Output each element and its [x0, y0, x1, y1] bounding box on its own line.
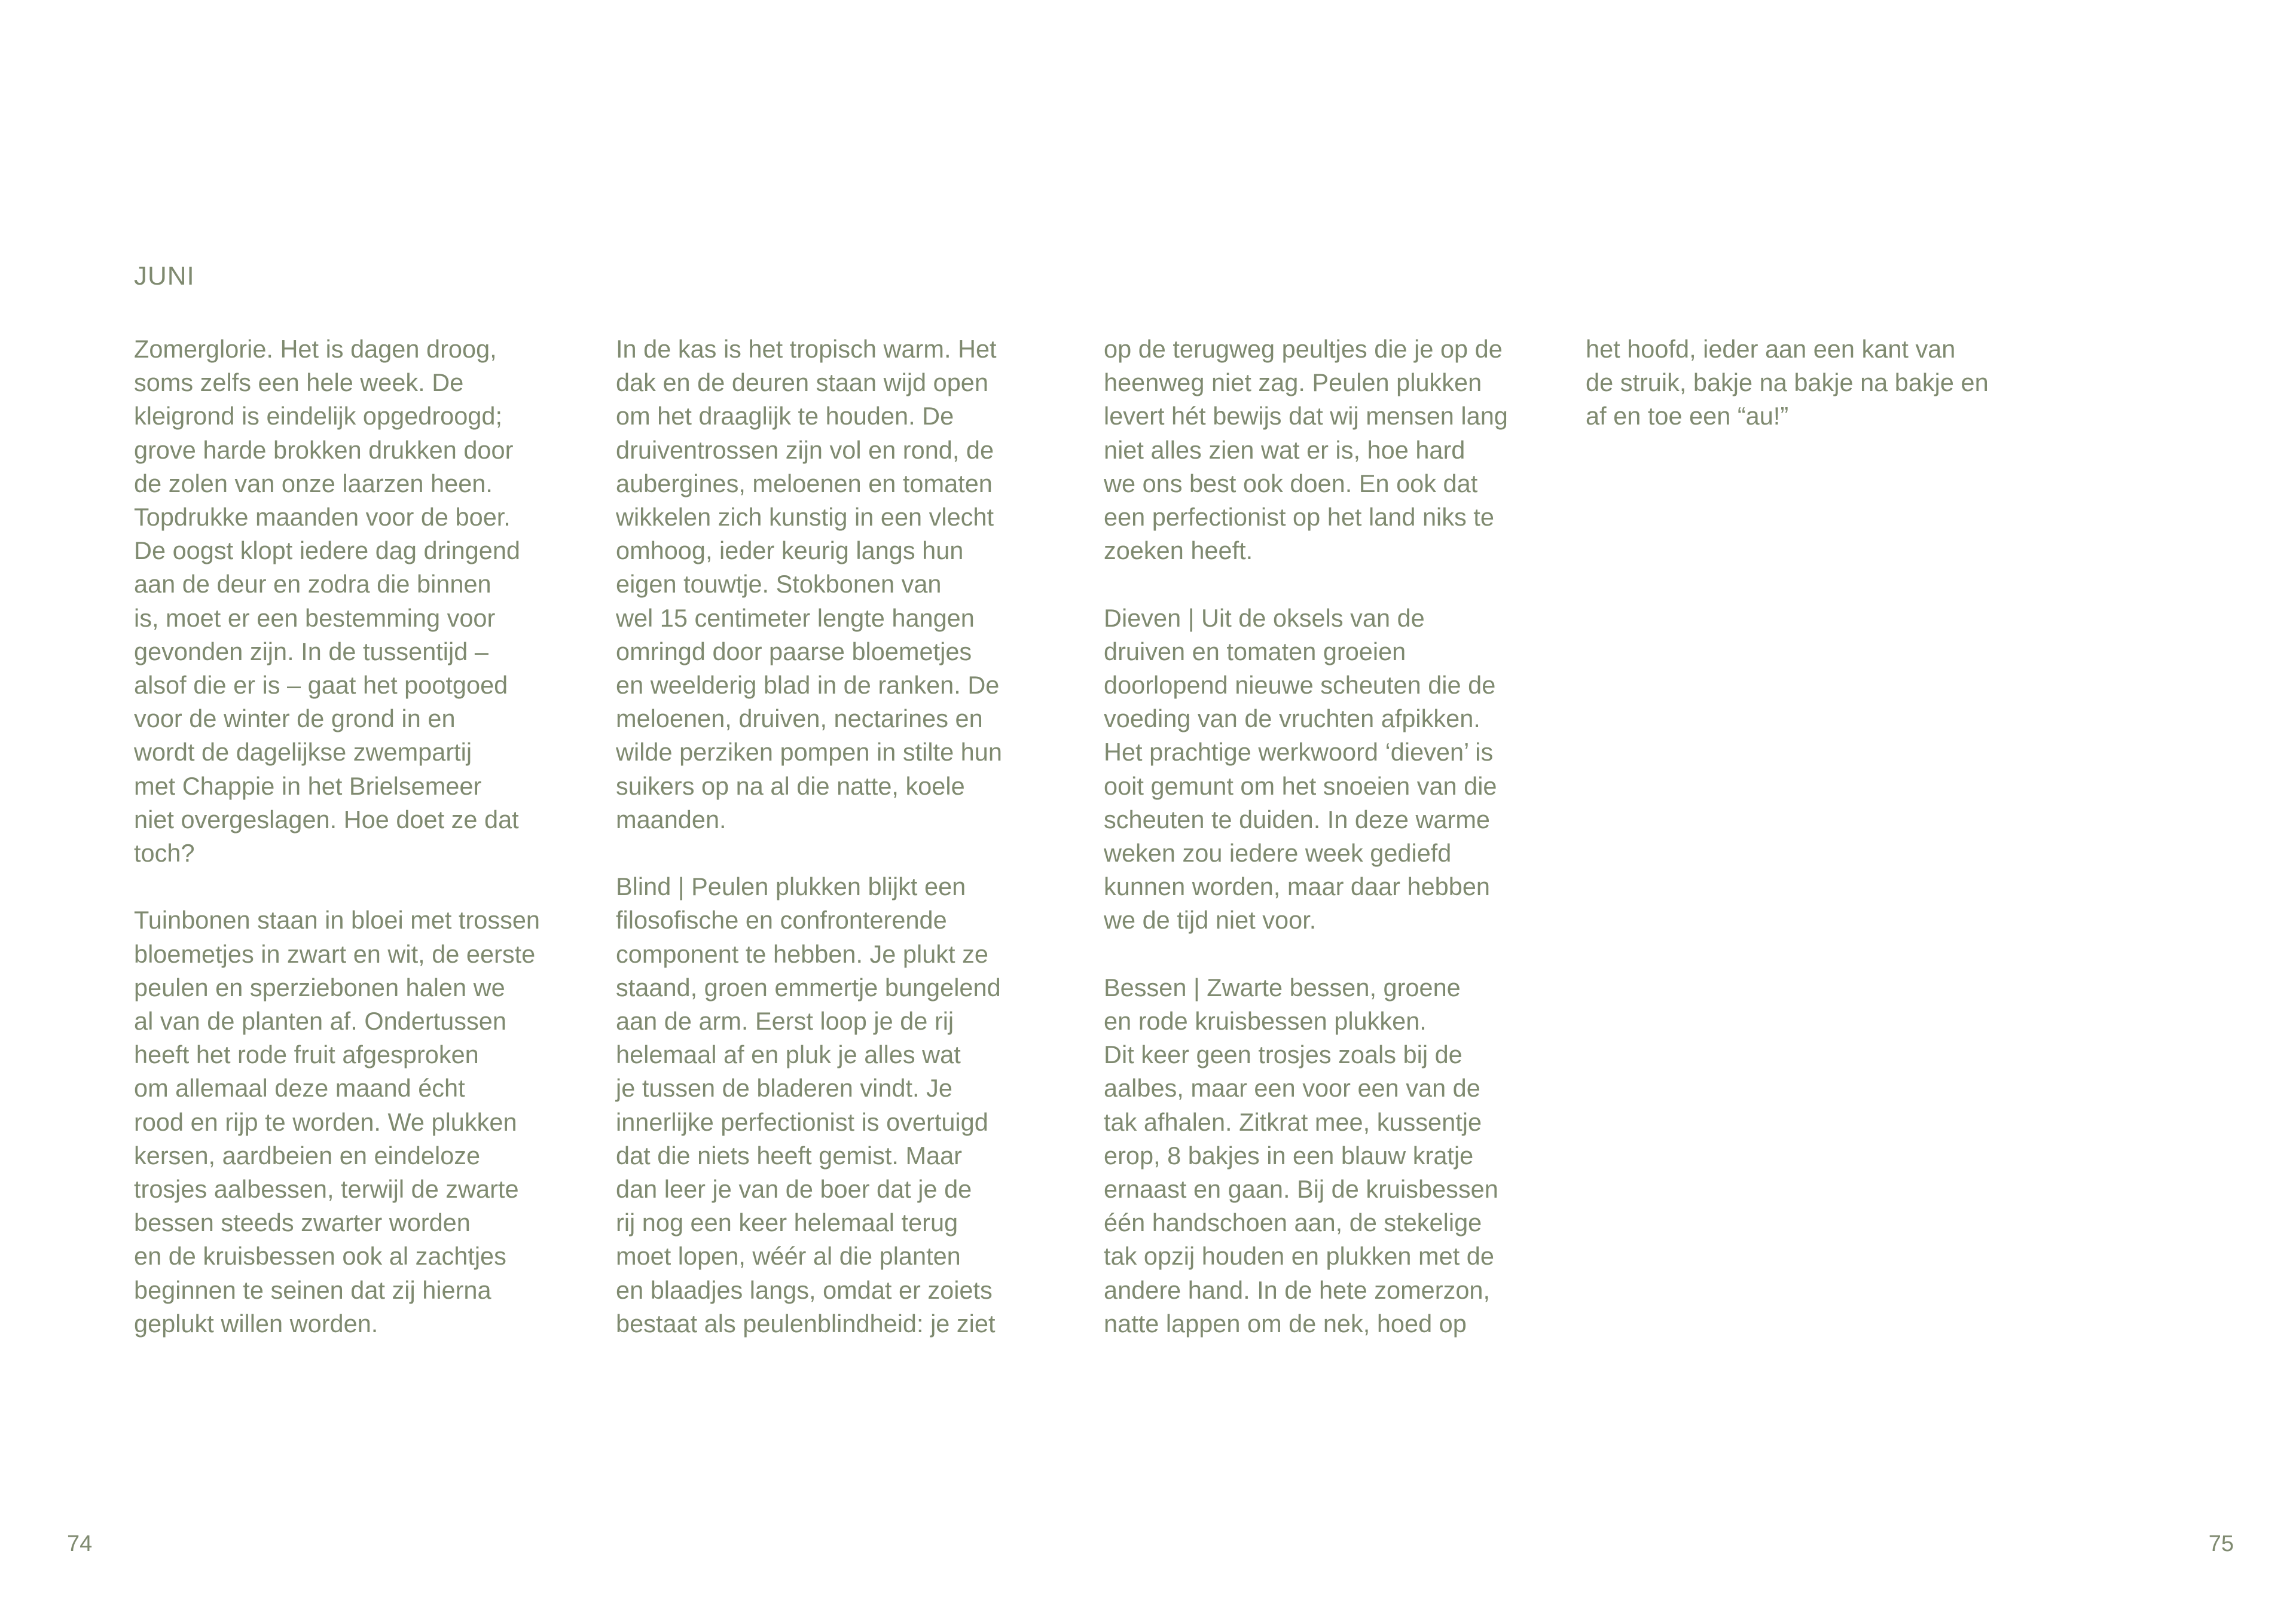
text-line: wilde perziken pompen in stilte hun: [616, 738, 1002, 767]
text-line: aalbes, maar een voor een van de: [1104, 1074, 1480, 1103]
text-line: de zolen van onze laarzen heen.: [134, 469, 493, 497]
text-line: niet overgeslagen. Hoe doet ze dat: [134, 805, 519, 834]
text-line: om het draaglijk te houden. De: [616, 402, 954, 431]
text-line: tak afhalen. Zitkrat mee, kussentje: [1104, 1107, 1482, 1136]
text-line: op de terugweg peultjes die je op de: [1104, 335, 1503, 363]
text-line: scheuten te duiden. In deze warme: [1104, 805, 1490, 834]
text-line: dan leer je van de boer dat je de: [616, 1175, 972, 1204]
text-line: omringd door paarse bloemetjes: [616, 637, 972, 666]
text-line: al van de planten af. Ondertussen: [134, 1007, 506, 1036]
text-line: ooit gemunt om het snoeien van die: [1104, 771, 1497, 800]
text-line: het hoofd, ieder aan een kant van: [1586, 335, 1956, 363]
text-line: is, moet er een bestemming voor: [134, 603, 496, 632]
text-line: druiventrossen zijn vol en rond, de: [616, 435, 994, 464]
text-column-1: [134, 332, 588, 1341]
paragraph: [1586, 332, 2040, 434]
text-line: aan de deur en zodra die binnen: [134, 570, 491, 599]
text-column-3: [1104, 332, 1558, 1341]
text-line: en weelderig blad in de ranken. De: [616, 671, 1000, 700]
text-line: Topdrukke maanden voor de boer.: [134, 503, 511, 532]
text-line: staand, groen emmertje bungelend: [616, 973, 1001, 1002]
text-line: bestaat als peulenblindheid: je ziet: [616, 1309, 996, 1338]
text-line: kunnen worden, maar daar hebben: [1104, 872, 1491, 901]
paragraph: [134, 332, 588, 870]
text-line: en de kruisbessen ook al zachtjes: [134, 1242, 506, 1271]
paragraph: [134, 903, 588, 1341]
text-line: één handschoen aan, de stekelige: [1104, 1208, 1482, 1237]
paragraph: [616, 870, 1070, 1341]
text-line: bessen steeds zwarter worden: [134, 1208, 471, 1237]
text-line: toch?: [134, 839, 195, 868]
page-number-left: 74: [67, 1531, 93, 1556]
text-line: en blaadjes langs, omdat er zoiets: [616, 1275, 993, 1304]
text-line: erop, 8 bakjes in een blauw kratje: [1104, 1141, 1474, 1170]
text-line: wel 15 centimeter lengte hangen: [616, 603, 975, 632]
text-line: niet alles zien wat er is, hoe hard: [1104, 435, 1465, 464]
text-line: andere hand. In de hete zomerzon,: [1104, 1275, 1491, 1304]
text-line: Zomerglorie. Het is dagen droog,: [134, 335, 497, 363]
text-line: soms zelfs een hele week. De: [134, 368, 464, 397]
text-line: filosofische en confronterende: [616, 906, 947, 935]
text-line: omhoog, ieder keurig langs hun: [616, 536, 964, 565]
paragraph: [616, 332, 1070, 837]
text-line: geplukt willen worden.: [134, 1309, 378, 1338]
text-line: je tussen de bladeren vindt. Je: [616, 1074, 952, 1103]
text-line: af en toe een “au!”: [1586, 402, 1789, 431]
text-line: ernaast en gaan. Bij de kruisbessen: [1104, 1175, 1498, 1204]
text-line: Blind | Peulen plukken blijkt een: [616, 872, 966, 901]
text-line: kleigrond is eindelijk opgedroogd;: [134, 402, 502, 431]
text-line: heeft het rode fruit afgesproken: [134, 1040, 479, 1069]
text-line: trosjes aalbessen, terwijl de zwarte: [134, 1175, 519, 1204]
text-line: Bessen | Zwarte bessen, groene: [1104, 973, 1461, 1002]
text-line: doorlopend nieuwe scheuten die de: [1104, 671, 1496, 700]
text-line: dak en de deuren staan wijd open: [616, 368, 988, 397]
text-line: heenweg niet zag. Peulen plukken: [1104, 368, 1482, 397]
text-line: we de tijd niet voor.: [1104, 906, 1317, 935]
text-line: een perfectionist op het land niks te: [1104, 503, 1494, 532]
text-line: voor de winter de grond in en: [134, 704, 456, 733]
text-line: meloenen, druiven, nectarines en: [616, 704, 983, 733]
text-line: component te hebben. Je plukt ze: [616, 939, 988, 968]
text-line: we ons best ook doen. En ook dat: [1104, 469, 1478, 497]
text-line: Het prachtige werkwoord ‘dieven’ is: [1104, 738, 1494, 767]
text-line: peulen en sperziebonen halen we: [134, 973, 505, 1002]
text-line: In de kas is het tropisch warm. Het: [616, 335, 997, 363]
text-line: met Chappie in het Brielsemeer: [134, 771, 482, 800]
paragraph: [1104, 971, 1558, 1341]
text-line: rij nog een keer helemaal terug: [616, 1208, 958, 1237]
text-line: aan de arm. Eerst loop je de rij: [616, 1007, 954, 1036]
text-line: wordt de dagelijkse zwempartij: [134, 738, 472, 767]
text-line: Dieven | Uit de oksels van de: [1104, 603, 1425, 632]
text-line: kersen, aardbeien en eindeloze: [134, 1141, 481, 1170]
text-line: gevonden zijn. In de tussentijd –: [134, 637, 488, 666]
text-line: eigen touwtje. Stokbonen van: [616, 570, 942, 599]
text-line: dat die niets heeft gemist. Maar: [616, 1141, 962, 1170]
text-line: suikers op na al die natte, koele: [616, 771, 965, 800]
paragraph: [1104, 602, 1558, 938]
text-line: zoeken heeft.: [1104, 536, 1253, 565]
text-line: wikkelen zich kunstig in een vlecht: [616, 503, 994, 532]
text-line: en rode kruisbessen plukken.: [1104, 1007, 1427, 1036]
text-line: natte lappen om de nek, hoed op: [1104, 1309, 1467, 1338]
text-line: aubergines, meloenen en tomaten: [616, 469, 993, 497]
paragraph: [1104, 332, 1558, 567]
text-line: De oogst klopt iedere dag dringend: [134, 536, 521, 565]
text-line: innerlijke perfectionist is overtuigd: [616, 1107, 988, 1136]
text-line: alsof die er is – gaat het pootgoed: [134, 671, 508, 700]
text-line: maanden.: [616, 805, 726, 834]
text-line: bloemetjes in zwart en wit, de eerste: [134, 939, 536, 968]
text-line: rood en rijp te worden. We plukken: [134, 1107, 517, 1136]
text-line: druiven en tomaten groeien: [1104, 637, 1406, 666]
text-line: voeding van de vruchten afpikken.: [1104, 704, 1480, 733]
chapter-heading: JUNI: [134, 261, 195, 291]
text-line: helemaal af en pluk je alles wat: [616, 1040, 961, 1069]
text-line: moet lopen, wéér al die planten: [616, 1242, 961, 1271]
text-line: om allemaal deze maand écht: [134, 1074, 465, 1103]
text-line: de struik, bakje na bakje na bakje en: [1586, 368, 1989, 397]
text-line: tak opzij houden en plukken met de: [1104, 1242, 1494, 1271]
text-column-2: [616, 332, 1070, 1341]
text-line: grove harde brokken drukken door: [134, 435, 514, 464]
text-line: beginnen te seinen dat zij hierna: [134, 1275, 491, 1304]
text-column-4: [1586, 332, 2040, 434]
text-line: weken zou iedere week gediefd: [1104, 839, 1452, 868]
text-line: Dit keer geen trosjes zoals bij de: [1104, 1040, 1463, 1069]
text-line: Tuinbonen staan in bloei met trossen: [134, 906, 541, 935]
text-line: levert hét bewijs dat wij mensen lang: [1104, 402, 1508, 431]
page-number-right: 75: [2208, 1531, 2234, 1556]
